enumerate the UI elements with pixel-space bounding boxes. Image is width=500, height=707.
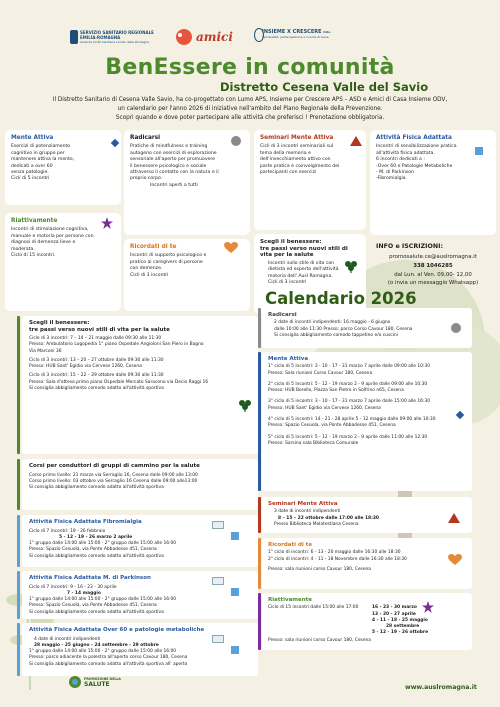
list-corsi-conduttori: Corsi per conduttori di gruppi di cammino per la salute Corso primo livello: 21 marzo via Serraglio 16, Cesena dalle 09:00 alle 13:00 Corso primo livello: 03 ottobre via Serraglio 16 Cesena dalle 09:00 alle13:00 Si consiglia abbigliamento comodo adatto all'attività sportiva <box>22 459 258 510</box>
calendar-ricordati-di-te: Ricordati di te 1° ciclo di incontri: 6 - 13 - 20 maggio dalle 16:30 alle 18:30 2° ciclo di incontri: 4 - 11 - 18 Novembre dalle 16:30 alle 18:30 Presso: sala riunioni corso Cavour 180, Cesena <box>262 538 472 589</box>
ausl-logo: SERVIZIO SANITARIO REGIONALE EMILIA-ROMAGNA Azienda Unità Sanitaria Locale della Romagna <box>80 30 154 45</box>
star-icon <box>101 217 113 229</box>
square-icon <box>230 587 240 597</box>
circle-icon <box>230 135 242 147</box>
section-bar <box>17 623 20 676</box>
diamond-icon <box>455 410 465 420</box>
partner-logos <box>0 30 500 54</box>
section-bar <box>258 308 261 348</box>
ausl-mini-logo <box>212 521 224 529</box>
intro-text: Il Distretto Sanitario di Cesena Valle Savio, ha co-progettato con Lumo APS, Insieme per Crescere APS – ASD e Amici di Casa Insieme ODV, un calendario per l'anno 2026 di iniziative nell'ambito del Piano Regionale della Prevenzione. Scopri quando e dove poter partecipare alle attività che preferisci ! Prenotazione obbligatoria. <box>52 97 448 121</box>
section-bar <box>258 352 261 491</box>
section-bar <box>17 515 20 567</box>
calendar-seminari: Seminari Mente Attiva 3 date di incontri indipendenti 8 – 15 – 22 ottobre dalle 17:00 alle 18:30 Presso Biblioteca Malatestiana Cesena <box>262 497 472 533</box>
card-mente-attiva: Mente Attiva Esercizi di potenziamento cognitivo in gruppo per mantenere attiva la mente, dedicati a over 60 senza patologie. Cicli di 5 incontri <box>5 130 121 205</box>
card-radicarsi: Radicarsi Pratiche di mindfulness e training autogeno con esercizi di esplorazione sensoriale all'aperto per promuovere il benessere psicologico e sociale attraverso il contatto con la natura e il proprio corpo. Incontri aperti a tutti <box>124 130 250 235</box>
calendar-riattivamente: Riattivamente Ciclo di 15 incontri dalle 15:00 alle 17:00 16 - 23 - 30 marzo 13 - 20 - 27 aprile 4 - 11 - 18 - 25 maggio 28 settembre 5 - 12 - 19 - 26 ottobre Presso: sala riunioni corso Cavour 180, Cesena <box>262 593 472 650</box>
insieme-icon <box>254 28 264 42</box>
info-box: INFO e ISCRIZIONI: promosalute.ce@auslromagna.it 338 1046285 dal Lun. al Ven. 09,00- 12,00 (o invia un messaggio Whatsapp) <box>370 239 496 311</box>
clover-icon <box>238 398 252 412</box>
card-riattivamente: Riattivamente Incontri di stimolazione cognitiva, manuale e motoria per persone con diagnosi di demenza lieve e moderata. Ciclo di 15 incontri. <box>5 213 121 311</box>
section-bar <box>258 497 261 533</box>
circle-icon <box>450 322 462 334</box>
leaf-icon <box>68 675 82 689</box>
ausl-mini-logo <box>212 577 224 585</box>
square-icon <box>230 645 240 655</box>
ausl-mini-logo <box>212 635 224 643</box>
heart-icon <box>448 554 462 566</box>
triangle-icon <box>448 513 460 523</box>
website-link[interactable]: www.auslromagna.it <box>405 684 477 691</box>
amici-logo <box>172 26 248 48</box>
triangle-icon <box>350 136 362 146</box>
square-icon <box>474 146 484 156</box>
list-afa-over60: Attività Fisica Adattata Over 60 e patologie metaboliche 4 date di incontri indipendenti 28 maggio - 25 giugno - 24 settembre - 29 ottobre 1° gruppo dalle 14:00 alle 15:00 - 2° gruppo dalle 15:00 alle 16:00 Presso: parco adiacente la palestra all'aperto corso Cavour 180, Cesena Si consiglia abbigliamento comodo adatto all'attività sportiva all' aperto <box>22 623 258 676</box>
svg-text:amici: amici <box>196 30 233 44</box>
section-bar <box>17 571 20 619</box>
page-subtitle: Distretto Cesena Valle del Savio <box>220 80 429 94</box>
info-phone[interactable]: 338 1046285 <box>413 263 453 269</box>
promozione-salute-logo: PROMOZIONE DELLA SALUTE <box>68 674 124 690</box>
card-scegli-il-benessere: Scegli il benessere: tre passi verso nuovi stili di vita per la salute Incontri sullo stile di vita con dietista ed esperto dell'attività motoria dell' Ausl Romagna. Cicli di 3 incontri <box>254 234 366 314</box>
card-ricordati-di-te: Ricordati di te Incontri di supporto psicologico e pratico ai caregivers di persone con demenze. Cicli di 3 incontri <box>124 239 250 311</box>
section-bar <box>17 459 20 510</box>
clover-icon <box>344 259 358 273</box>
page-title: BenEssere in comunità <box>105 55 395 80</box>
calendar-mente-attiva: Mente Attiva 1° ciclo di 5 incontri: 3 - 10 - 17 - 31 marzo 7 aprile dalle 09:00 alle 10:30 Presso: Sala riunioni Corso Cavour 180, Cesena 2° ciclo di 5 incontri: 5 - 12 - 19 marzo 2 - 9 aprile dalle 09:00 alle 10:30 Presso: HUB Borello, Piazza San Pietro in Solfrino n65, Cesena 3° ciclo di 5 incontri: 3 - 10 - 17 - 31 marzo 7 aprile dalle 15:00 alle 16:30 Presso: HUB Sant' Egidio via Cervese 1260, Cesena 4° ciclo di 5 incontri: 14 - 21 - 28 aprile 5 - 12 maggio dalle 09:00 alle 10:30 Presso: Spazio Cesuola, via Ponte Abbadesse 451, Cesena 5° ciclo di 5 incontri: 5 - 12 - 19 marzo 2 - 9 aprile dalle 11:00 alle 12:30 Presso: Sarsina sala Biblioteca Comunale <box>262 352 472 491</box>
list-afa-fibromialgia: Attività Fisica Adattata Fibromialgia Ciclo di 7 incontri: 19 - 26 febbraio 5 - 12 - 19 - 26 marzo 2 aprile 1° gruppo dalle 14:00 alle 15:00 - 2° gruppo dalle 15:00 alle 16:00 Presso: Spazio Cesuola, via Ponte Abbadesse 451, Cesena Si consiglia abbigliamento comodo adatto all'attività sportiva <box>22 515 258 567</box>
section-bar <box>258 538 261 589</box>
section-bar <box>17 316 20 454</box>
card-seminari-mente-attiva: Seminari Mente Attiva Cicli di 3 incontri seminariali sul tema della memoria e dell'invecchiamento attivo con parte pratica e coinvolgimento dei partecipanti con esercizi <box>254 130 366 230</box>
section-bar <box>258 593 261 650</box>
list-scegli-il-benessere: Scegli il benessere: tre passi verso nuovi stili di vita per la salute Ciclo di 3 incontri: 7 – 14 – 21 maggio dalle 09:30 alle 11:30 Presso: Ambulatorio Logopedia 1° piano Ospedale Angioloni San Piero in Bagno Via Marconi 36 Ciclo di 3 incontri: 13 – 20 – 27 ottobre dalle 09:30 alle 11:30 Presso: HUB Sant' Egidio via Cervese 1260, Cesena Ciclo di 3 incontri: 15 – 22 – 29 ottobre dalle 09:30 alle 11:30 Presso: Sala d'attesa primo piano Ospedale Mercato Saraceno via Decio Raggi 16 Si consiglia abbigliamento comodo adatto all'attività sportiva <box>22 316 258 454</box>
card-attivita-fisica-adattata: Attività Fisica Adattata Incontri di sensibilizzazione pratica all'attività fisica adattata. 6 incontri dedicati a : -Over 60 e Patologie Metaboliche - M. di Parkinson -Fibromialgia <box>370 130 496 235</box>
heart-icon <box>224 242 238 254</box>
square-icon <box>230 531 240 541</box>
star-icon <box>422 601 434 613</box>
calendar-radicarsi: Radicarsi 2 date di incontri indipendenti: 16 maggio - 6 giugno dalle 10:00 alle 11:30 Presso: parco Corso Cavour 180, Cesena Si consiglia abbigliamento comodo tappetino e/o cuscini <box>262 308 472 348</box>
region-icon <box>70 30 78 44</box>
calendar-title: Calendario 2026 <box>265 289 417 308</box>
info-email[interactable]: promosalute.ce@auslromagna.it <box>389 254 477 261</box>
insieme-logo: INSIEME X CRESCERE Odv. Spiritualità, partecipazione e ricerca di bene <box>262 30 331 40</box>
diamond-icon <box>110 138 120 148</box>
list-afa-parkinson: Attività Fisica Adattata M. di Parkinson Ciclo di 7 incontri: 9 - 16 - 23 - 30 aprile 7 - 14 maggio 1° gruppo dalle 14:00 alle 15:00 - 2° gruppo dalle 15:00 alle 16:00 Presso: Spazio Cesuola, via Ponte Abbadesse 451, Cesena Si consiglia abbigliamento comodo adatto all'attività sportiva <box>22 571 258 619</box>
